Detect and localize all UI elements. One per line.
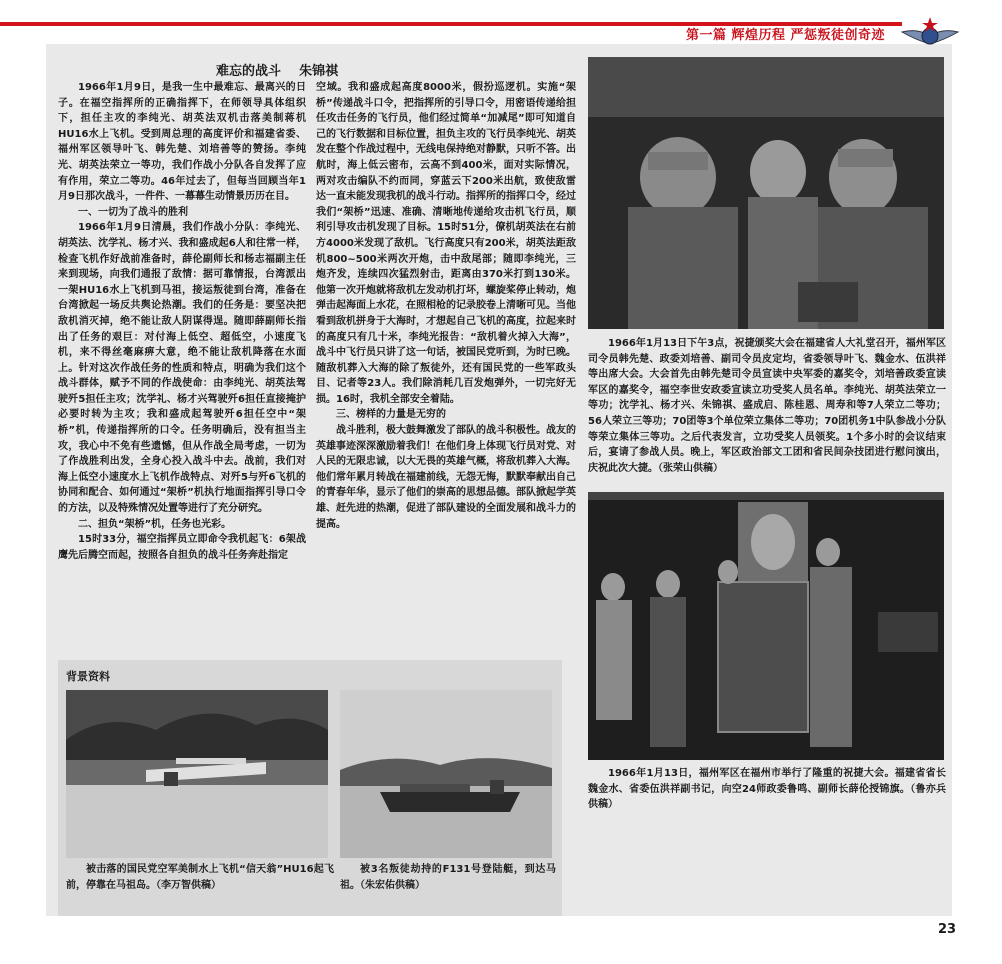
caption-text: 1966年1月13日下午3点，祝捷颁奖大会在福建省人大礼堂召开，福州军区司令员韩先楚、政委刘培善、副司令员皮定均，省委领导叶飞、魏金水、伍洪祥等出席大会。大会首先由韩先楚司令员宣读中央军委的嘉奖令，刘培善政委宣读军区的嘉奖令，福空李世安政委宣读立功受奖人员名单。李纯光、胡英法荣立一等功；沈学礼、杨才兴、朱锦祺、盛成启、陈桂恩、周寿和等7人荣立二等功；56人荣立三等功；70团等3个单位荣立集体二等功；70团机务1中队参战小分队等荣立集体三等功。之后代表发言，立功受奖人员领奖。1个多小时的会议结束后，宴请了参战人员。晚上，军区政治部文工团和省民间杂技团进行慰问演出，庆祝此次大捷。（张荣山供稿） bbox=[588, 338, 946, 474]
paragraph: 1966年1月9日清晨，我们作战小分队：李纯光、胡英法、沈学礼、杨才兴、我和盛成起6人和往常一样，检查飞机作好战前准备时，薛伦副师长和杨志福副主任来到现场，向我们通报了敌情：据可靠情报，台湾派出一架HU16水上飞机到马祖，接运叛徒到台湾，准备在台湾掀起一场反共舆论热潮。我们的任务是：要坚决把敌机消灭掉，绝不能让敌人阴谋得逞。随即薛副师长指出了任务的艰巨：对付海上低空、超低空，小速度飞机，来不得丝毫麻痹大意，绝不能让敌机降落在水面上。针对这次作战任务的性质和特点，明确为我们这个战斗群体，赋予不同的作战使命：由李纯光、胡英法驾驶歼5担任主攻；沈学礼、杨才兴驾驶歼6担任直接掩护必要时转为主攻；我和盛成起驾驶歼6担任空中“架桥”机，传递指挥所的口令。任务明确后，没有担当主攻，我心中不免有些遗憾，但从作战全局考虑，一切为了作战胜利出发，全身心投入战斗中去。战前，我们对海上低空小速度水上飞机作战特点、对歼5与歼6飞机的协同和配合、如何通过“架桥”机执行地面指挥引导口令的方法，以及特殊情况处置等进行了充分研究。 bbox=[58, 222, 306, 515]
section-heading: 二、担负“架桥”机，任务也光彩。 bbox=[78, 518, 232, 530]
article-title: 难忘的战斗 朱锦祺 bbox=[216, 64, 339, 79]
banner-presentation-photo bbox=[588, 492, 944, 760]
article-column-2 bbox=[316, 80, 576, 580]
landing-craft-photo bbox=[340, 690, 552, 858]
section-heading: 三、榜样的力量是无穷的 bbox=[336, 409, 446, 421]
caption-text: 1966年1月13日，福州军区在福州市举行了隆重的祝捷大会。福建省省长魏金水、省委伍洪祥副书记，向空24师政委鲁鸣、副师长薛伦授锦旗。（鲁亦兵供稿） bbox=[588, 768, 946, 811]
caption-text: 被击落的国民党空军美制水上飞机“信天翁”HU16起飞前，停靠在马祖岛。（李万智供稿） bbox=[66, 864, 334, 891]
photo-caption bbox=[588, 336, 946, 476]
caption-text: 被3名叛徒劫持的F131号登陆艇，到达马祖。（朱宏佑供稿） bbox=[340, 864, 556, 891]
background-label: 背景资料 bbox=[66, 670, 110, 683]
page-number: 23 bbox=[938, 922, 957, 937]
photo-caption bbox=[340, 862, 556, 893]
air-force-emblem-icon bbox=[900, 14, 960, 54]
paragraph: 15时33分，福空指挥员立即命令我机起飞：6架战鹰先后腾空而起，按照各自担负的战斗任务奔赴指定 bbox=[58, 534, 306, 561]
photo-caption bbox=[588, 766, 946, 813]
section-heading: 一、一切为了战斗的胜利 bbox=[78, 206, 188, 218]
photo-caption bbox=[66, 862, 334, 893]
article-column-1 bbox=[58, 80, 306, 580]
paragraph: 战斗胜利，极大鼓舞激发了部队的战斗积极性。战友的英雄事迹深深激励着我们！在他们身上体现飞行员对党、对人民的无限忠诚，以大无畏的英雄气概，将敌机葬入大海。他们常年累月转战在福建前线，无怨无悔，默默奉献出自己的青春年华，显示了他们的崇高的思想品德。部队掀起学英雄、赶先进的热潮，促进了部队建设的全面发展和战斗力的提高。 bbox=[316, 425, 576, 530]
award-ceremony-photo bbox=[588, 57, 944, 329]
seaplane-photo bbox=[66, 690, 328, 858]
paragraph: 空域。我和盛成起高度8000米，假扮巡逻机。实施“架桥”传递战斗口令，把指挥所的引导口令，用密语传递给担任攻击任务的飞行员，他们经过简单“加减尾”即可知道自己的飞行数据和目标位置，担负主攻的飞行员李纯光、胡英发在整个作战过程中，无线电保持绝对静默，只听不答。出航时，海上低云密布，云高不到400米，面对实际情况，两对攻击编队不约而同，穿蓝云下200米出航，致使敌雷达一直未能发现我机的战斗行动。指挥所的指挥口令，经过我们“架桥”迅速、准确、清晰地传递给攻击机飞行员，顺利引导攻击机发现了目标。15时51分，僚机胡英法在右前方4000米发现了敌机。飞行高度只有200米，胡英法距敌机800~500米两次开炮，击中敌尾部；随即李纯光，三炮齐发，连续四次猛烈射击，距离由370米打到130米。他第一次开炮就将敌机左发动机打坏，螺旋桨停止转动，炮弹击起海面上水花，在照相枪的记录胶卷上清晰可见。当他看到敌机拼身于大海时，才想起自己飞机的高度，拉起来时的高度只有几十米，李纯光报告：“敌机着火掉入大海”，战斗中飞行员只讲了这一句话，被国民党听到，为时已晚。随敌机葬入大海的除了叛徒外，还有国民党的一些军政头目、记者等23人。我们除消耗几百发炮弹外，一切完好无损。16时，我机全部安全着陆。 bbox=[316, 82, 576, 405]
paragraph: 1966年1月9日，是我一生中最难忘、最离兴的日子。在福空指挥所的正确指挥下，在师领导具体组织下，担任主攻的李纯光、胡英法双机击落美制蒋机HU16水上飞机。受到周总理的高度评价和福建省委、福州军区领导叶飞、韩先楚、刘培善等的赞扬。李纯光、胡英法荣立一等功，我们作战小分队各自发挥了应有作用，荣立二等功。46年过去了，但每当回顾当年1月9日那次战斗，一件件、一幕幕生动情景历历在目。 bbox=[58, 82, 306, 203]
section-header: 第一篇 辉煌历程 严惩叛徒创奇迹 bbox=[686, 28, 886, 43]
